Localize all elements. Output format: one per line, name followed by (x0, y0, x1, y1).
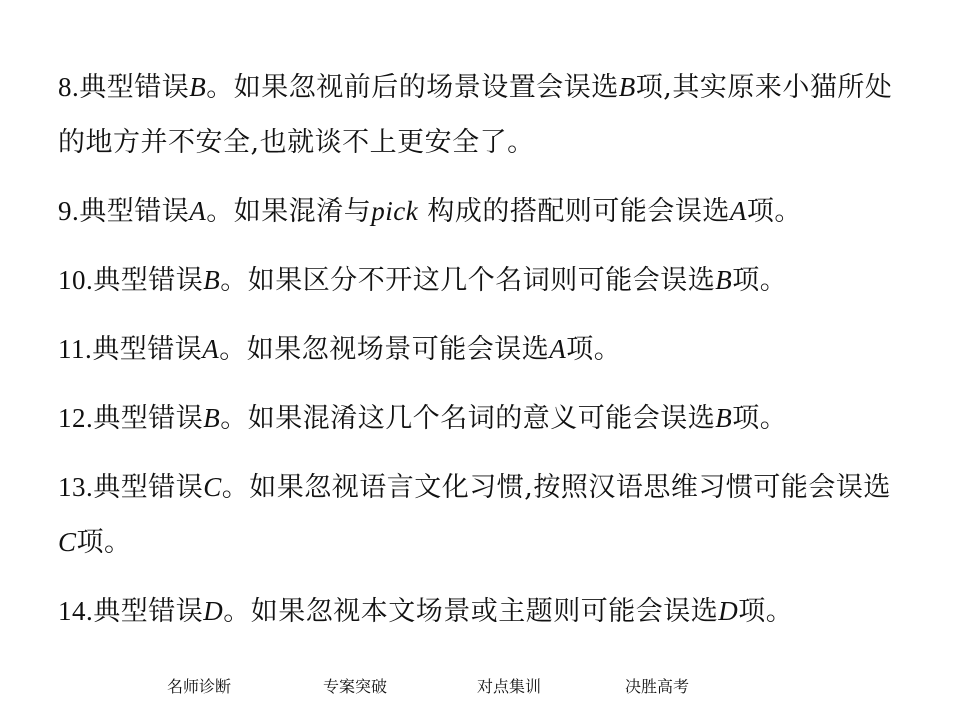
english-word: pick (371, 196, 419, 226)
option-letter: B (618, 72, 636, 102)
item-number: 8. (58, 72, 80, 102)
item-heading: 典型错误 (79, 196, 190, 227)
item-heading: 典型错误 (79, 72, 190, 103)
option-letter: B (715, 265, 733, 295)
item-heading: 典型错误 (92, 334, 203, 365)
option-letter: B (203, 403, 221, 433)
item-heading: 典型错误 (93, 265, 204, 296)
item-text: 。如果忽视场景可能会误选 (219, 334, 550, 365)
nav-link-teacher-diagnosis[interactable]: 名师诊断 (167, 677, 232, 696)
item-text: 。如果忽视本文场景或主题则可能会误选 (223, 596, 719, 627)
item-number: 12. (58, 403, 94, 433)
item-number: 13. (58, 472, 94, 502)
option-letter: D (203, 596, 224, 626)
analysis-item-11 (58, 322, 908, 377)
item-text: 。如果混淆这几个名词的意义可能会误选 (220, 403, 716, 434)
option-letter: A (202, 334, 220, 364)
option-letter: B (189, 72, 207, 102)
item-text: 项。 (732, 265, 788, 296)
option-letter: A (549, 334, 567, 364)
option-letter: B (715, 403, 733, 433)
analysis-item-10 (58, 253, 908, 308)
item-number: 10. (58, 265, 94, 295)
item-number: 9. (58, 196, 80, 226)
option-letter: C (58, 527, 77, 557)
option-letter: A (729, 196, 747, 226)
item-text: 。如果忽视前后的场景设置会误选 (206, 72, 619, 103)
analysis-item-12 (58, 391, 908, 446)
item-heading: 典型错误 (93, 403, 204, 434)
item-number: 14. (58, 596, 94, 626)
option-letter: C (203, 472, 222, 502)
analysis-item-14 (58, 584, 908, 639)
item-heading: 典型错误 (93, 472, 204, 503)
bottom-nav (0, 666, 960, 706)
item-text: 。如果忽视语言文化习惯,按照汉语思维习惯可能会误选 (221, 472, 891, 503)
nav-link-decisive-exam[interactable]: 决胜高考 (625, 677, 690, 696)
item-text: 项,其实原来小猫所处的地方并不安全,也就谈不上更安全了。 (58, 72, 893, 158)
item-text: 项。 (76, 527, 132, 558)
analysis-item-8 (58, 60, 908, 170)
item-text: 项。 (566, 334, 622, 365)
option-letter: D (718, 596, 739, 626)
item-text: 。如果混淆与 (206, 196, 372, 227)
option-letter: B (203, 265, 221, 295)
item-number: 11. (58, 334, 93, 364)
item-heading: 典型错误 (93, 596, 204, 627)
analysis-content (58, 60, 908, 653)
nav-link-topic-breakthrough[interactable]: 专案突破 (323, 677, 388, 696)
item-text: 项。 (746, 196, 802, 227)
option-letter: A (189, 196, 207, 226)
item-text: 。如果区分不开这几个名词则可能会误选 (220, 265, 716, 296)
item-text: 构成的搭配则可能会误选 (418, 196, 730, 227)
item-text: 项。 (732, 403, 788, 434)
item-text: 项。 (738, 596, 794, 627)
nav-link-targeted-training[interactable]: 对点集训 (477, 677, 542, 696)
analysis-item-9 (58, 184, 908, 239)
analysis-item-13 (58, 460, 908, 570)
